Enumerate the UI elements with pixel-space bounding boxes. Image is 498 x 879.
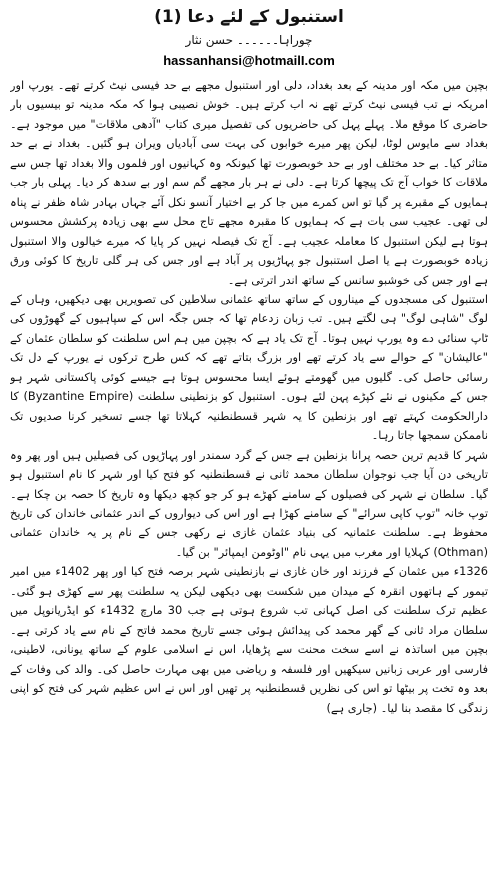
column-byline: چوراہا۔۔۔۔۔۔ حسن نثار xyxy=(185,33,313,47)
column-title: استنبول کے لئے دعا (1) xyxy=(154,7,344,27)
column-body xyxy=(10,76,488,873)
paragraph-4: 1326ء میں عثمان کے فرزند اور خان غازی نے بازنطینی شہر برصہ فتح کیا اور پھر 1402ء میں امیر تیمور کے ہاتھوں انقرہ کے میدان میں شکست بھی دیکھی لیکن یہ سلطنت پھر سے کھڑی ہو گئی۔ عظیم ترک سلطنت کی اصل کہانی تب شروع ہوتی ہے جب 30 مارچ 1432ء کو ایڈریانوپل میں سلطان مراد ثانی کے گھر محمد کی پیدائش ہوئی جسے تاریخ محمد فاتح کے نام سے یاد کرتی ہے۔ بچپن میں اساتذہ نے اسے سخت محنت سے پڑھایا، اس نے اسلامی علوم کے ساتھ یونانی، لاطینی، فارسی اور عربی زبانیں سیکھیں اور فلسفہ و ریاضی میں بھی مہارت حاصل کی۔ والد کی وفات کے بعد وہ تخت پر بیٹھا تو اس کی نظریں قسطنطنیہ پر تھیں اور اس نے اس عظیم شہر کی فتح کو اپنی زندگی کا مقصد بنا لیا۔ (جاری ہے) xyxy=(10,564,488,715)
paragraph-1: بچپن میں مکہ اور مدینہ کے بعد بغداد، دلی اور استنبول مجھے بے حد فیسی نیٹ کرتے تھے۔ یورپ اور امریکہ نے تب فیسی نیٹ کرتے تھے نہ اب کرتے ہیں۔ خوش نصیبی ہوا کہ مکہ مدینہ تو بیسیوں بار حاضری کا موقع ملا۔ پہلے پہل کی حاضریوں کی تفصیل میری کتاب "آدھی ملاقات" میں موجود ہے۔ بغداد سے مایوس لوٹا، لیکن پھر میرے خوابوں کی بہت سی آبادیاں ویران ہو گئیں۔ بغداد نے بے حد متاثر کیا۔ بے حد مختلف اور بے حد خوبصورت تھا کیونکہ وہ کہانیوں اور فلموں والا بغداد تھا جس سے ملاقات کا خواب آج تک پیچھا کرتا ہے۔ دلی نے ہر بار مجھے گم سم اور بے سدھ کر دیا۔ پہلی بار جب ہمایوں کے مقبرے پر گیا تو اس کمرے میں جا کر بے اختیار آنسو نکل آئے جہاں بہادر شاہ ظفر نے پناہ لی تھی۔ عجیب سی بات ہے کہ ہمایوں کا مقبرہ مجھے تاج محل سے بھی زیادہ پرکشش محسوس ہوتا ہے لیکن استنبول کا معاملہ عجیب ہے۔ آج تک فیصلہ نہیں کر پایا کہ میرے خیالوں والا استنبول زیادہ خوبصورت ہے یا اصل استنبول جو پہاڑیوں پر آباد ہے اور جس کی ہر گلی تاریخ کا کوئی ورق ہے اور جس کی خوشبو سانس کے ساتھ اندر اترتی ہے۔ xyxy=(10,78,488,287)
paragraph-2: استنبول کی مسجدوں کے میناروں کے ساتھ ساتھ عثمانی سلاطین کی تصویریں بھی دیکھیں، وہاں کے لوگ "شاہی لوگ" ہی لگتے ہیں۔ تب زبان زدعام تھا کہ جس جگہ اس کے سپاہیوں کے گھوڑوں کی ٹاپ سنائی دے وہ یورپ نہیں ہوتا۔ آج تک یاد ہے کہ بچپن میں ہم اس سلطنت کو سلطان عثمان کے "عالیشان" کے حوالے سے یاد کرتے تھے اور بزرگ بتاتے تھے کہ کس طرح ترکوں نے یورپ کے دل تک رسائی حاصل کی۔ گلیوں میں گھومتے ہوئے ایسا محسوس ہوتا ہے جیسے کوئی پاکستانی شہر ہو جس کے مکینوں نے نئے کپڑے پہن لئے ہوں۔ استنبول کو بزنطینی سلطنت (Byzantine Empire) کا دارالحکومت کہتے تھے اور بزنطین کا یہ شہر قسطنطنیہ کہلاتا تھا جسے تسخیر کرنا صدیوں تک ناممکن سمجھا جاتا رہا۔ xyxy=(10,291,488,443)
author-email: hassanhansi@hotmailI.com xyxy=(163,53,335,68)
paragraph-3: شہر کا قدیم ترین حصہ پرانا بزنطین ہے جس کے گرد سمندر اور پہاڑیوں کی فصیلیں ہیں اور پھر وہ تاریخی دن آیا جب نوجوان سلطان محمد ثانی نے قسطنطنیہ کو فتح کیا اور شہر کا نام استنبول ہو گیا۔ سلطان نے شہر کی فصیلوں کے سامنے کھڑے ہو کر جو کچھ دیکھا وہ تاریخ کا حصہ بن چکا ہے۔ توپ خانہ "توپ کاپی سرائے" کے سامنے کھڑا ہے اور اس کی دیواروں کے اندر عثمانی خاندان کی تاریخ محفوظ ہے۔ سلطنت عثمانیہ کی بنیاد عثمان غازی نے رکھی جس کے نام پر یہ خاندان عثمانی (Othman) کہلایا اور مغرب میں یہی نام "اوٹومن ایمپائر" بن گیا۔ xyxy=(10,447,488,559)
